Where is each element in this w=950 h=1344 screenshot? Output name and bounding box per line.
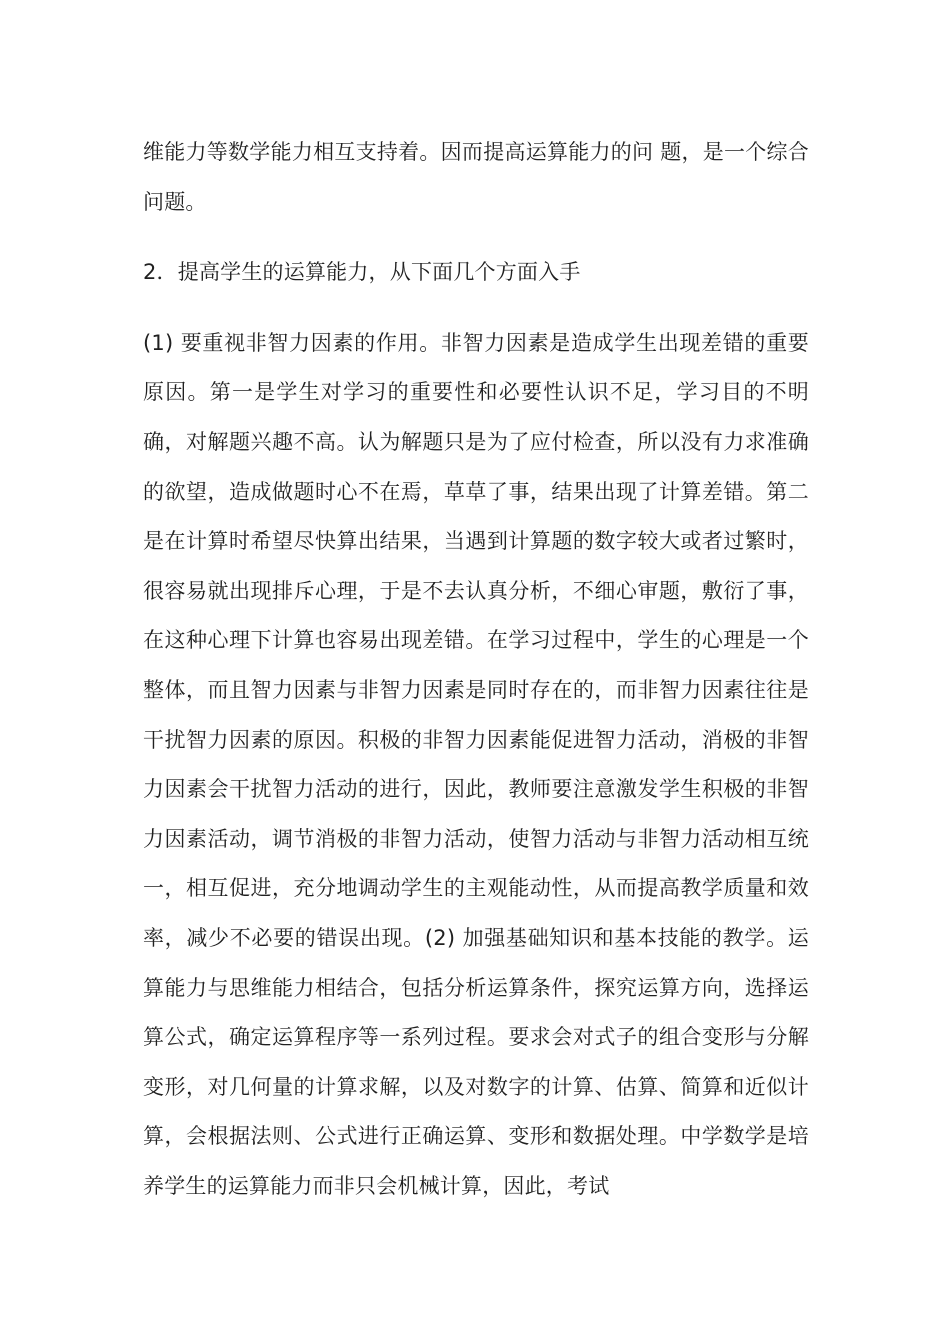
section-heading: 2．提高学生的运算能力，从下面几个方面入手 (143, 260, 581, 285)
paragraph-body: (1) 要重视非智力因素的作用。非智力因素是造成学生出现差错的重要原因。第一是学生对学习的重要性和必要性认识不足，学习目的不明确，对解题兴趣不高。认为解题只是为了应付检查，所以没有力求准确的欲望，造成做题时心不在焉，草草了事，结果出现了计算差错。第二是在计算时希望尽快算出结果，当遇到计算题的数字较大或者过繁时，很容易就出现排斥心理，于是不去认真分析，不细心审题，敷衍了事，在这种心理下计算也容易出现差错。在学习过程中，学生的心理是一个整体，而且智力因素与非智力因素是同时存在的，而非智力因素往往是干扰智力因素的原因。积极的非智力因素能促进智力活动，消极的非智力因素会干扰智力活动的进行，因此，教师要注意激发学生积极的非智力因素活动，调节消极的非智力活动，使智力活动与非智力活动相互统一，相互促进，充分地调动学生的主观能动性，从而提高教学质量和效率，减少不必要的错误出现。(2) 加强基础知识和基本技能的教学。运算能力与思维能力相结合，包括分析运算条件，探究运算方向，选择运算公式，确定运算程序等一系列过程。要求会对式子的组合变形与分解变形，对几何量的计算求解，以及对数字的计算、估算、简算和近似计算，会根据法则、公式进行正确运算、变形和数据处理。中学数学是培养学生的运算能力而非只会机械计算，因此，考试 (143, 330, 809, 1198)
document-page (143, 128, 809, 1211)
paragraph-continuation: 维能力等数学能力相互支持着。因而提高运算能力的问 题，是一个综合问题。 (143, 140, 809, 214)
